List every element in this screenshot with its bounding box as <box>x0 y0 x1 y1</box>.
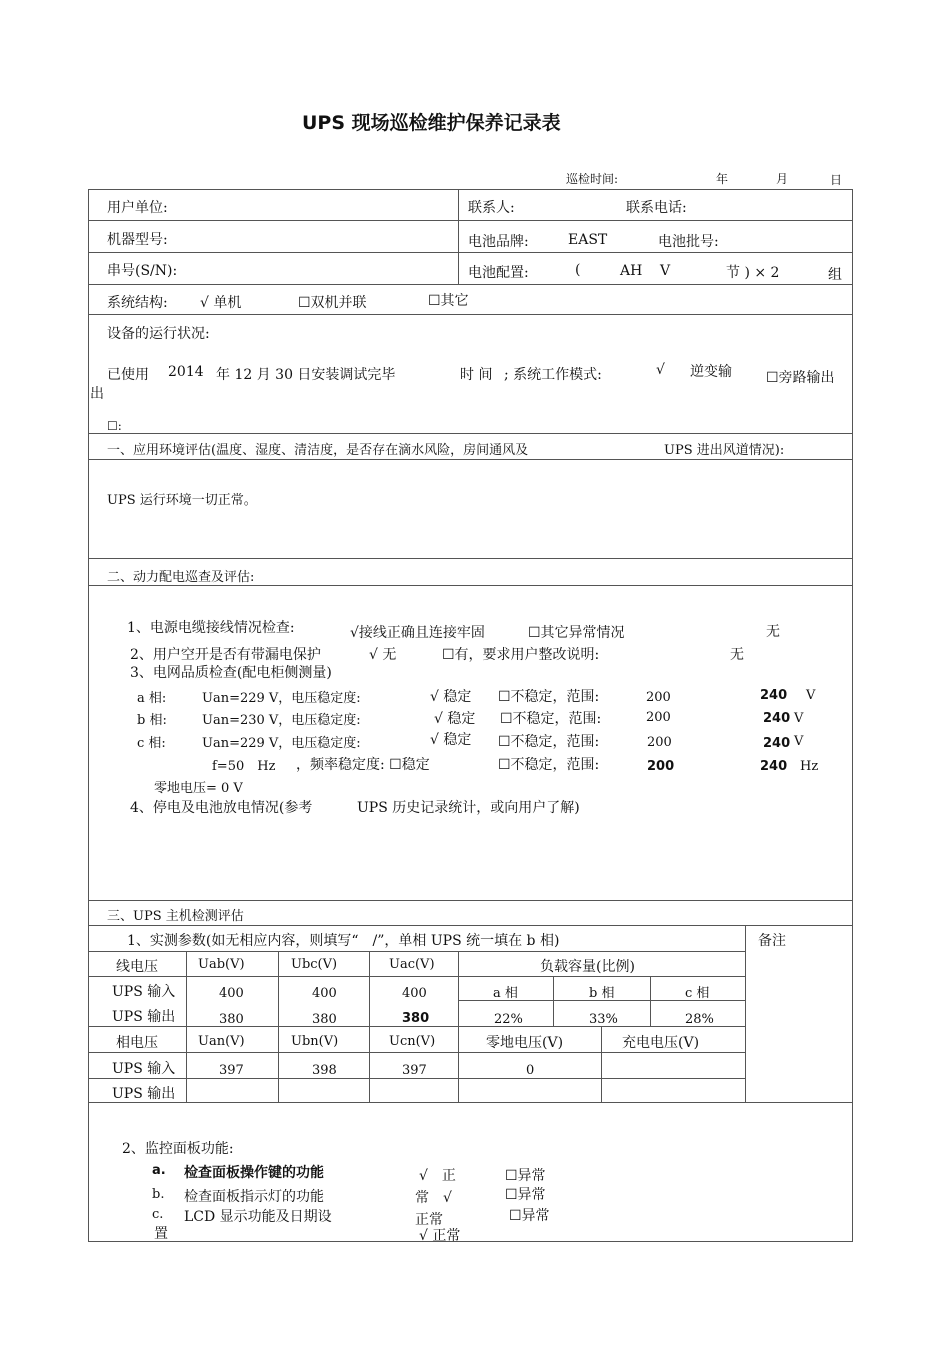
load-phase-a-header: a 相 <box>493 986 518 1001</box>
page-title: UPS 现场巡检维护保养记录表 <box>302 112 561 134</box>
input-uan-value: 397 <box>219 1063 244 1078</box>
item-c-letter: c. <box>152 1207 164 1222</box>
lcd-abnormal-option: ☐异常 <box>509 1208 550 1224</box>
line-voltage-header: 线电压 <box>116 959 158 975</box>
output-uac-value: 380 <box>402 1011 430 1026</box>
lcd-check-label-wrap: 置 <box>154 1226 168 1242</box>
load-a-value: 22% <box>494 1012 523 1027</box>
charge-voltage-header: 充电电压(V) <box>622 1035 700 1051</box>
phase-b-stable-option: √ 稳定 <box>434 711 476 727</box>
ups-host-section-title: 三、UPS 主机检测评估 <box>107 909 244 924</box>
bypass-output-option: ☐旁路输出 <box>766 370 835 386</box>
input-ubc-value: 400 <box>312 986 337 1001</box>
leakage-protection-label: 2、用户空开是否有带漏电保护 <box>130 647 321 663</box>
ubn-header: Ubn(V) <box>291 1034 339 1049</box>
measured-params-label: 1、实测参数(如无相应内容，则填写“ /”，单相 UPS 统一填在 b 相) <box>127 933 560 949</box>
phase-a-label: a 相: <box>137 691 167 706</box>
phase-b-voltage: Uan=230 V，电压稳定度: <box>202 713 361 728</box>
phase-b-range-unit: V <box>794 711 804 726</box>
phase-a-unstable-option: ☐不稳定，范围: <box>498 689 600 705</box>
machine-model-label: 机器型号: <box>107 232 168 248</box>
grid-quality-label: 3、电网品质检查(配电柜侧测量) <box>130 665 332 681</box>
input-ucn-value: 397 <box>402 1063 427 1078</box>
load-c-value: 28% <box>685 1012 714 1027</box>
structure-single-option: √ 单机 <box>200 295 242 311</box>
frequency-range-unit: Hz <box>800 759 819 774</box>
leakage-yes-option: ☐有，要求用户整改说明: <box>442 647 600 663</box>
remarks-header: 备注 <box>758 933 786 949</box>
contact-person-label: 联系人: <box>468 200 515 216</box>
phase-b-range-low: 200 <box>646 710 671 725</box>
phase-b-unstable-option: ☐不稳定，范围: <box>500 711 602 727</box>
frequency-range-high: 240 <box>760 759 788 774</box>
phase-c-range-low: 200 <box>647 735 672 750</box>
phase-a-stable-option: √ 稳定 <box>430 689 472 705</box>
phase-a-range-high: 240 <box>760 688 788 703</box>
status-work-mode-label: ; 系统工作模式: <box>504 367 602 383</box>
panel-function-title: 2、监控面板功能: <box>122 1141 234 1157</box>
serial-number-label: 串号(S/N): <box>107 263 178 279</box>
phase-c-voltage: Uan=229 V，电压稳定度: <box>202 736 361 751</box>
contact-phone-label: 联系电话: <box>626 200 687 216</box>
panel-leds-abnormal-option: ☐异常 <box>505 1187 546 1203</box>
load-phase-c-header: c 相 <box>685 986 710 1001</box>
frequency-unstable-option: ☐不稳定，范围: <box>498 757 600 773</box>
item-a-letter: a. <box>152 1163 166 1178</box>
output-uab-value: 380 <box>219 1012 244 1027</box>
inverter-output-wrap: 出 <box>90 386 104 402</box>
status-install-date: 年 12 月 30 日安装调试完毕 <box>216 367 396 383</box>
phase-a-range-unit: V <box>806 688 816 703</box>
status-install-year: 2014 <box>168 364 204 380</box>
battery-config-label: 电池配置: <box>468 265 529 281</box>
cable-abnormal-option: ☐其它异常情况 <box>528 625 625 641</box>
phase-c-range-unit: V <box>794 734 804 749</box>
cable-ok-option: √接线正确且连接牢固 <box>350 625 485 641</box>
input-ubn-value: 398 <box>312 1063 337 1078</box>
user-unit-label: 用户单位: <box>107 200 168 216</box>
inverter-output-option: 逆变输 <box>690 364 732 380</box>
structure-dual-option: ☐双机并联 <box>298 295 367 311</box>
ucn-header: Ucn(V) <box>389 1034 436 1049</box>
battery-config-v: V <box>660 263 671 279</box>
panel-keys-normal-option: √ 正 <box>419 1168 456 1184</box>
battery-brand-label: 电池品牌: <box>468 234 529 250</box>
uab-header: Uab(V) <box>198 957 245 972</box>
date-year: 年 <box>716 172 729 186</box>
other-mode-option: ☐: <box>107 419 122 433</box>
ups-output2-row-label: UPS 输出 <box>112 1086 176 1102</box>
phase-c-label: c 相: <box>137 736 166 751</box>
structure-other-option: ☐其它 <box>428 293 469 309</box>
date-day: 日 <box>830 173 843 187</box>
phase-a-range-low: 200 <box>646 690 671 705</box>
uac-header: Uac(V) <box>389 957 435 972</box>
input-neutral-ground-value: 0 <box>526 1063 535 1078</box>
inspection-date-label: 巡检时间: <box>566 172 619 186</box>
battery-config-ah: AH <box>620 263 643 279</box>
phase-c-stable-option: √ 稳定 <box>430 732 472 748</box>
phase-b-range-high: 240 <box>763 711 791 726</box>
leakage-none-option: √ 无 <box>369 647 397 663</box>
phase-voltage-header: 相电压 <box>116 1035 158 1051</box>
lcd-normal-option: √ 正常 <box>419 1228 461 1244</box>
system-structure-label: 系统结构: <box>107 295 168 311</box>
phase-c-range-high: 240 <box>763 736 791 751</box>
load-b-value: 33% <box>589 1012 618 1027</box>
panel-keys-check-label: 检查面板操作键的功能 <box>184 1165 324 1181</box>
ubc-header: Ubc(V) <box>291 957 338 972</box>
phase-b-label: b 相: <box>137 713 167 728</box>
inverter-check-mark: √ <box>656 362 665 378</box>
frequency-stable-option: ，频率稳定度: ☐稳定 <box>296 757 430 773</box>
environment-section-title: 一、应用环境评估(温度、湿度、清洁度，是否存在滴水风险，房间通风及 <box>107 443 529 458</box>
uan-header: Uan(V) <box>198 1034 245 1049</box>
battery-config-paren: ( <box>575 262 581 278</box>
neutral-ground-voltage: 零地电压= 0 V <box>154 781 243 796</box>
status-used-label: 已使用 <box>107 367 149 383</box>
cable-abnormal-note: 无 <box>766 624 780 640</box>
battery-config-cells: 节 ) × 2 <box>726 265 780 281</box>
equipment-status-title: 设备的运行状况: <box>107 326 210 342</box>
outage-battery-label-end: UPS 历史记录统计，或向用户了解) <box>357 800 580 816</box>
neutral-ground-header: 零地电压(V) <box>486 1035 564 1051</box>
outage-battery-label: 4、停电及电池放电情况(参考 <box>130 800 313 816</box>
status-time-label: 时 间 <box>460 367 493 383</box>
battery-lot-label: 电池批号: <box>658 234 719 250</box>
environment-result: UPS 运行环境一切正常。 <box>107 493 257 508</box>
load-capacity-header: 负载容量(比例) <box>540 959 635 975</box>
panel-leds-check-label: 检查面板指示灯的功能 <box>184 1189 324 1205</box>
phase-a-voltage: Uan=229 V，电压稳定度: <box>202 691 361 706</box>
battery-brand-value: EAST <box>568 232 608 248</box>
item-b-letter: b. <box>152 1187 165 1202</box>
load-phase-b-header: b 相 <box>589 986 615 1001</box>
ups-input2-row-label: UPS 输入 <box>112 1061 176 1077</box>
environment-section-title-end: UPS 进出风道情况): <box>664 443 785 458</box>
frequency-value: f=50 Hz <box>212 759 276 774</box>
panel-keys-normal-cont: 常 √ <box>415 1190 452 1206</box>
leakage-note: 无 <box>730 647 744 663</box>
input-uac-value: 400 <box>402 986 427 1001</box>
battery-config-groups: 组 <box>828 267 842 283</box>
frequency-range-low: 200 <box>647 759 675 774</box>
input-uab-value: 400 <box>219 986 244 1001</box>
phase-c-unstable-option: ☐不稳定，范围: <box>498 734 600 750</box>
output-ubc-value: 380 <box>312 1012 337 1027</box>
date-month: 月 <box>776 172 789 186</box>
lcd-check-label: LCD 显示功能及日期设 <box>184 1209 332 1225</box>
ups-output-row-label: UPS 输出 <box>112 1009 176 1025</box>
cable-check-label: 1、电源电缆接线情况检查: <box>127 620 295 636</box>
power-section-title: 二、动力配电巡查及评估: <box>107 570 255 585</box>
panel-keys-abnormal-option: ☐异常 <box>505 1168 546 1184</box>
ups-input-row-label: UPS 输入 <box>112 984 176 1000</box>
panel-leds-normal-cont: 正常 <box>415 1212 443 1228</box>
